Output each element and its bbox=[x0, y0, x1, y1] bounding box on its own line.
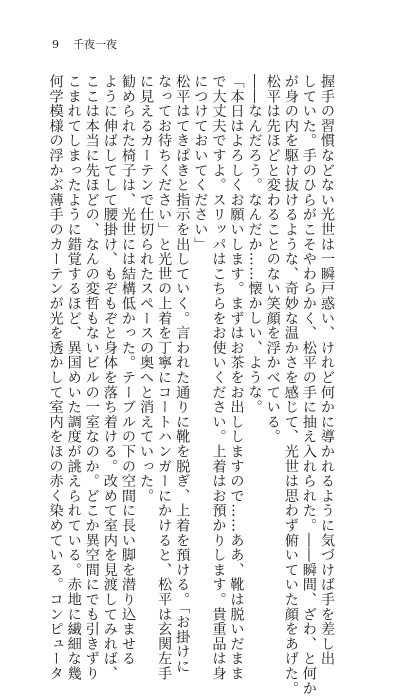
text-line: 勧められた椅子は、光世には結構低かった。テーブルの下の空間に長い脚を潜り込ませる bbox=[119, 74, 136, 666]
text-line: ――なんだろう。なんだか……懐かしい、ような。 bbox=[246, 74, 263, 415]
text-line: 松平は先ほどと変わることのない笑顔を浮かべている。 bbox=[264, 74, 281, 444]
text-line: に見えるカーテンで仕切られたスペースの奥へと消えていった。 bbox=[138, 74, 155, 504]
text-line: 松平はてきぱきと指示を出していく。言われた通りに靴を脱ぎ、上着を預ける。「お掛けに bbox=[174, 74, 191, 674]
text-line: で大丈夫ですよ。スリッパはこちらをお使いください。上着はお預かりします。貴重品は身 bbox=[210, 74, 227, 681]
vertical-body-text bbox=[47, 74, 337, 696]
text-line: が身の内を駆け抜けるような、奇妙な温かさを感じて、光世は思わず俯いていた顔をあげた。 bbox=[282, 74, 299, 696]
text-line: 「本日はよろしくお願いします。まずはお茶をお出ししますので……ああ、靴は脱いだまま bbox=[228, 74, 245, 681]
text-line: していた。手のひらがこそやわらかく、松平の手に抽え入れられた。――瞬間、ざわ、と何か bbox=[300, 74, 317, 696]
text-line: 何学模様の浮かぶ薄手のカーテンが光を透かして室内をほの赤く染めている。コンピュータ bbox=[47, 74, 64, 681]
text-line: こまれてしまったように錯覚するほど、異国めいた調度が誂えられている。赤地に繊細な幾 bbox=[65, 74, 82, 681]
text-line: ように伸ばしてして腰掛け、もぞもぞと身体を落ち着ける。改めて室内を見渡してみれば、 bbox=[101, 74, 118, 681]
text-line: 握手の習慣などない光世は一瞬戸惑い、けれど何かに導かれるように気づけば手を差し出 bbox=[319, 74, 335, 666]
page-header bbox=[52, 36, 117, 52]
text-line: なってお待ちください」と光世の上着を丁寧にコートハンガーにかけると、松平は玄関左手 bbox=[156, 74, 173, 681]
text-line: ここは本当に先ほどの、なんの変哲もないビルの一室なのか。どこか異空間にでも引きずり bbox=[83, 74, 100, 681]
page-number: 9 bbox=[52, 38, 59, 51]
running-title: 千夜一夜 bbox=[73, 38, 117, 51]
text-line: につけておいてください」 bbox=[192, 74, 209, 252]
